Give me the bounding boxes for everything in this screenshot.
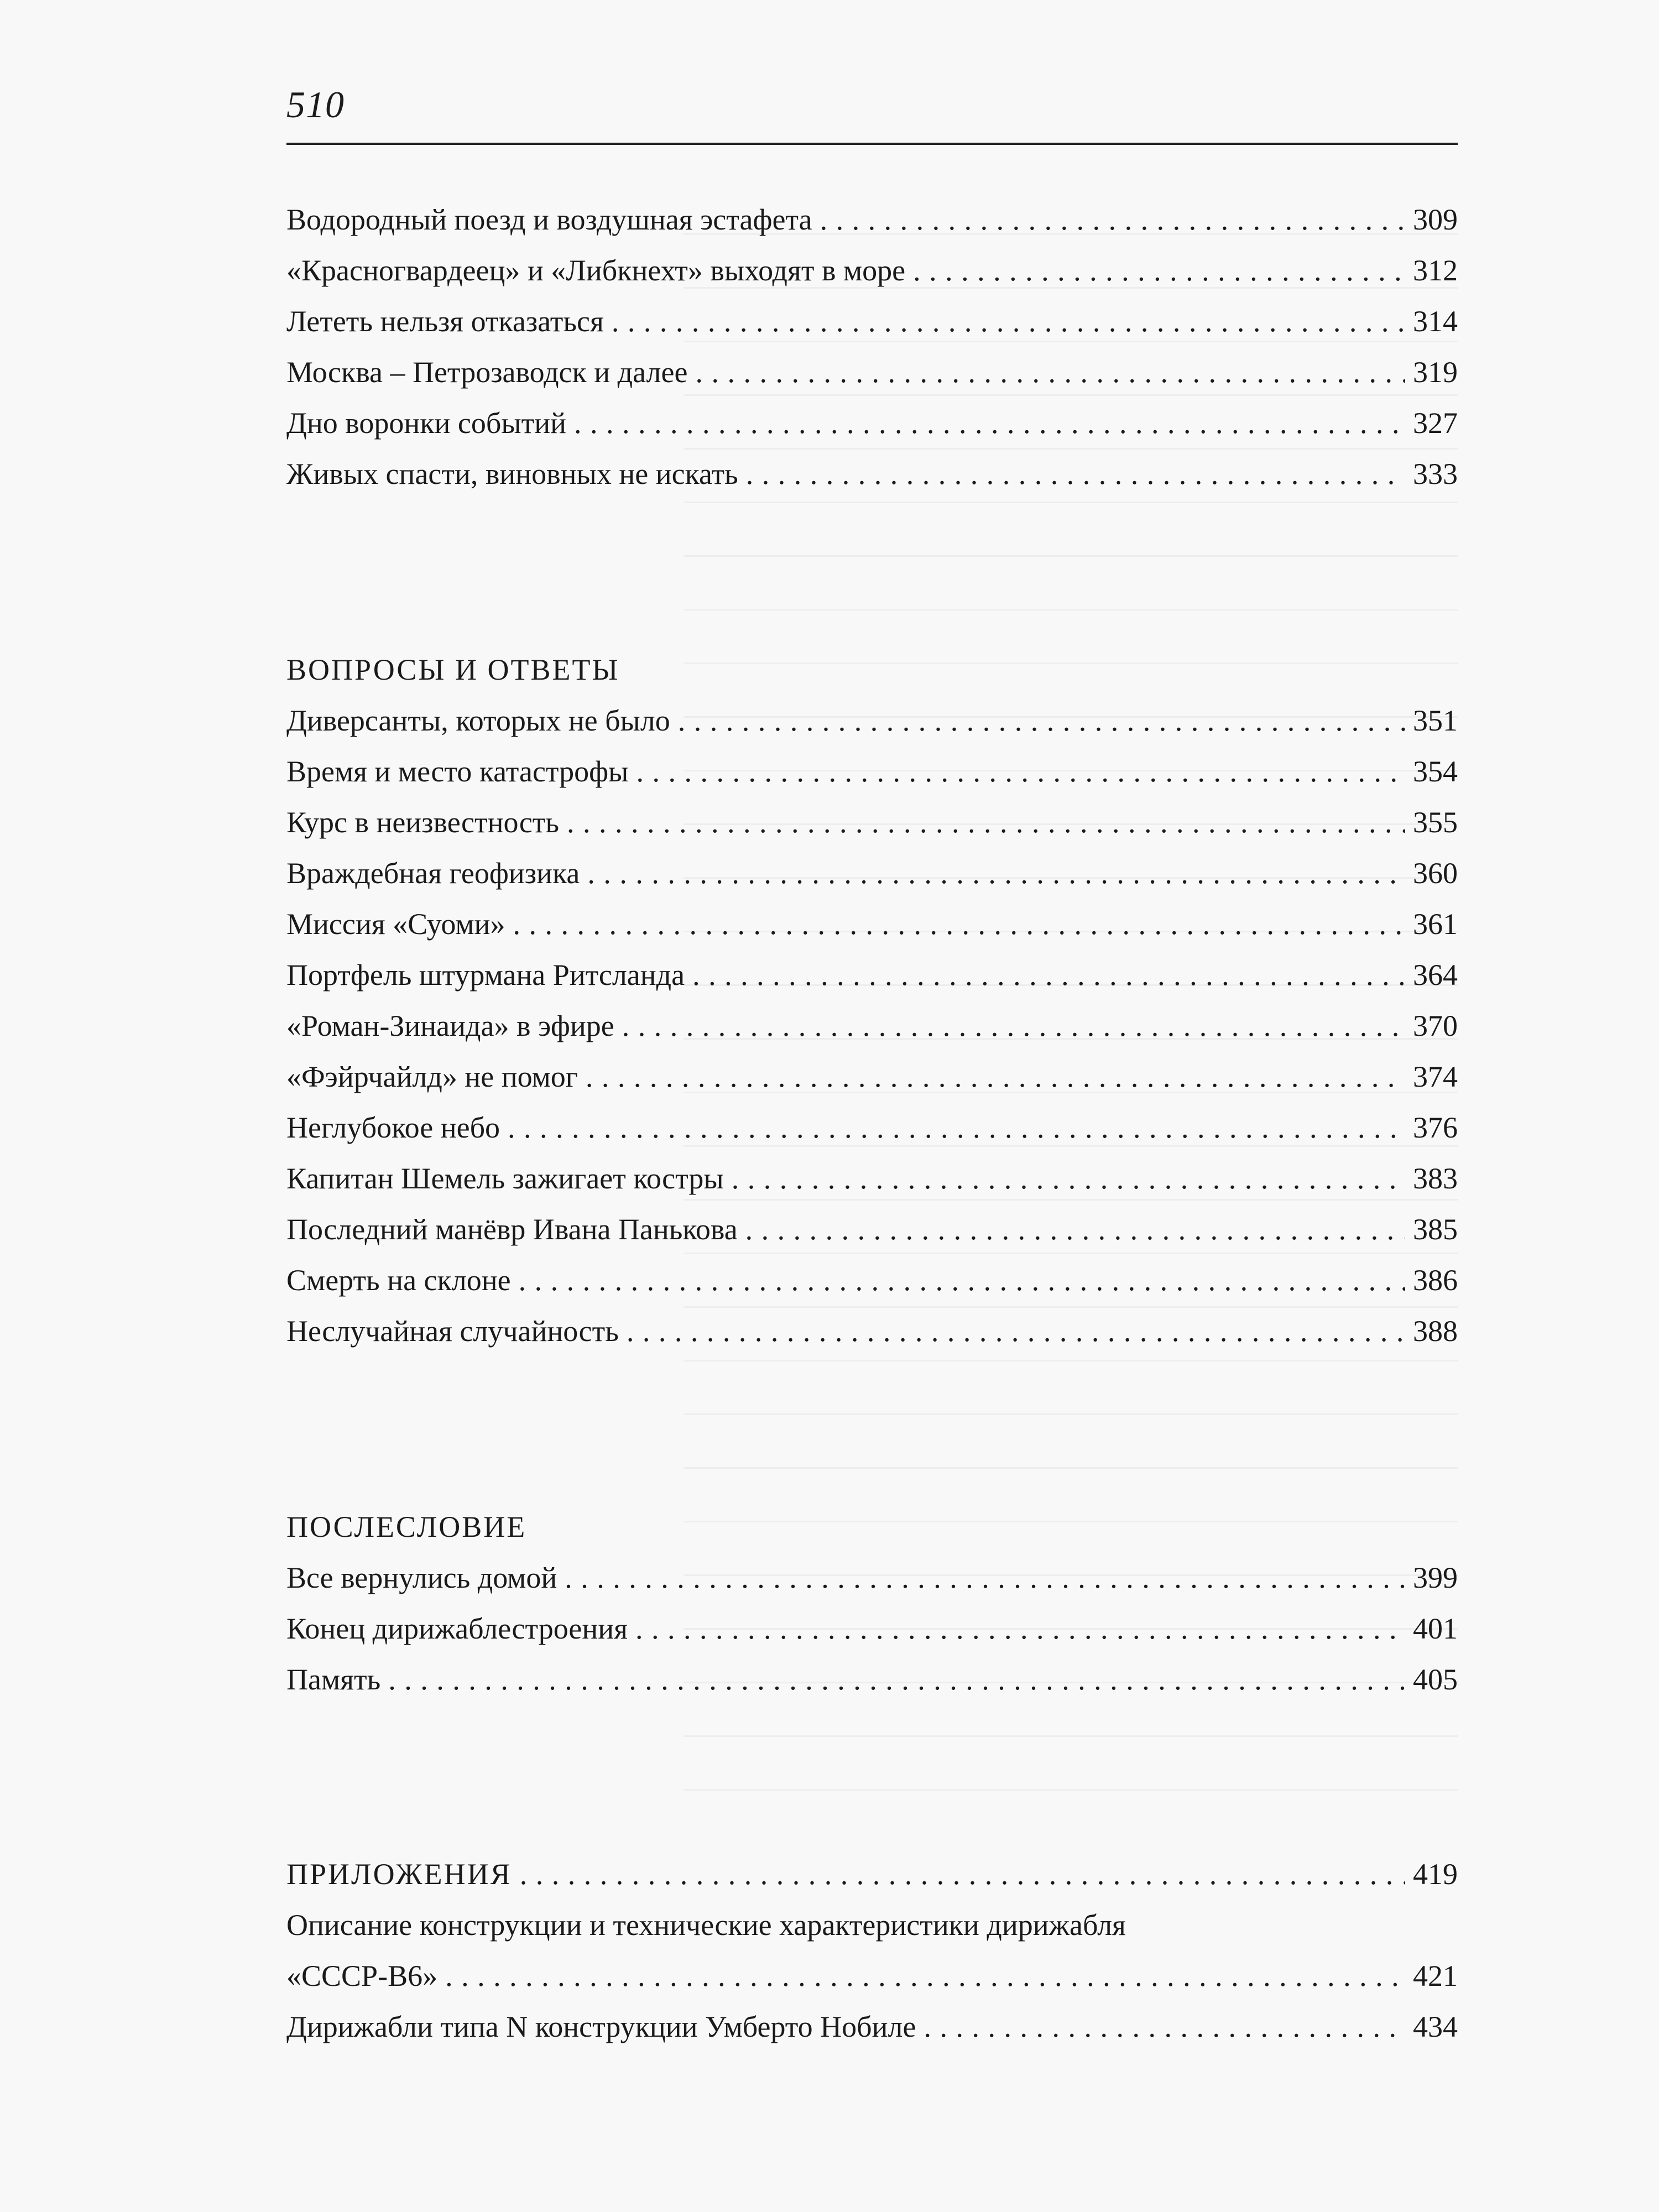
entry-page: 370 — [1413, 1009, 1458, 1042]
entry-page: 351 — [1413, 704, 1458, 737]
entry-page: 361 — [1413, 907, 1458, 941]
entry-title: Последний манёвр Ивана Панькова — [286, 1213, 738, 1246]
dot-leader — [636, 752, 1405, 791]
toc-entry — [286, 1210, 1458, 1249]
entry-title: Все вернулись домой — [286, 1561, 557, 1594]
entry-title: Диверсанты, которых не было — [286, 704, 670, 737]
dot-leader — [513, 905, 1405, 943]
toc-entry — [286, 1159, 1458, 1198]
toc-entry — [286, 302, 1458, 341]
dot-leader — [746, 455, 1405, 493]
section-heading: ПРИЛОЖЕНИЯ — [286, 1858, 512, 1891]
section-heading: ПОСЛЕСЛОВИЕ — [286, 1510, 527, 1543]
toc-entry — [286, 1312, 1458, 1350]
dot-leader — [913, 251, 1405, 290]
dot-leader — [574, 404, 1405, 442]
toc-entry — [286, 251, 1458, 290]
entry-page: 355 — [1413, 806, 1458, 839]
header-rule — [286, 143, 1458, 145]
entry-page: 388 — [1413, 1314, 1458, 1348]
toc-entry — [286, 701, 1458, 740]
dot-leader — [565, 1558, 1405, 1597]
entry-title: Капитан Шемель зажигает костры — [286, 1162, 724, 1195]
dot-leader — [622, 1006, 1405, 1045]
entry-page: 333 — [1413, 457, 1458, 491]
dot-leader — [820, 200, 1405, 239]
dot-leader — [635, 1609, 1405, 1648]
entry-page: 405 — [1413, 1663, 1458, 1696]
dot-leader — [695, 353, 1405, 392]
dot-leader — [508, 1108, 1405, 1147]
entry-page: 386 — [1413, 1264, 1458, 1297]
entry-page: 319 — [1413, 356, 1458, 389]
entry-title: Память — [286, 1663, 381, 1696]
entry-page: 383 — [1413, 1162, 1458, 1195]
section-heading: ВОПРОСЫ И ОТВЕТЫ — [286, 653, 620, 686]
dot-leader — [520, 1855, 1405, 1893]
dot-leader — [388, 1660, 1405, 1699]
entry-title: Портфель штурмана Ритсланда — [286, 958, 685, 992]
entry-page: 354 — [1413, 755, 1458, 788]
toc-section-entry — [286, 1855, 1458, 1893]
toc-entry — [286, 1660, 1458, 1699]
entry-title: Время и место катастрофы — [286, 755, 629, 788]
entry-page: 419 — [1413, 1858, 1458, 1891]
entry-page: 421 — [1413, 1959, 1458, 1992]
entry-page: 385 — [1413, 1213, 1458, 1246]
entry-title: Водородный поезд и воздушная эстафета — [286, 203, 812, 236]
entry-title: Конец дирижаблестроения — [286, 1612, 628, 1645]
toc-entry — [286, 404, 1458, 442]
entry-title: Москва – Петрозаводск и далее — [286, 356, 688, 389]
entry-title: Дирижабли типа N конструкции Умберто Нобиле — [286, 2010, 916, 2043]
toc-entry — [286, 1558, 1458, 1597]
entry-title-line-1: Описание конструкции и технические характеристики дирижабля — [286, 1908, 1126, 1942]
entry-title: Лететь нельзя отказаться — [286, 305, 604, 338]
entry-title: «Роман-Зинаида» в эфире — [286, 1009, 614, 1042]
toc-entry — [286, 752, 1458, 791]
toc-entry — [286, 200, 1458, 239]
entry-page: 327 — [1413, 406, 1458, 440]
entry-page: 434 — [1413, 2010, 1458, 2043]
toc-entry — [286, 455, 1458, 493]
toc-entry — [286, 1957, 1458, 1995]
toc-entry — [286, 1261, 1458, 1300]
toc-entry — [286, 1006, 1458, 1045]
toc-entry — [286, 1057, 1458, 1096]
entry-title: Курс в неизвестность — [286, 806, 560, 839]
dot-leader — [567, 803, 1405, 842]
entry-title-line-2: «СССР-В6» — [286, 1959, 438, 1992]
dot-leader — [445, 1957, 1405, 1995]
toc-entry — [286, 2007, 1458, 2046]
toc-entry — [286, 905, 1458, 943]
toc-entry — [286, 956, 1458, 994]
entry-page: 360 — [1413, 857, 1458, 890]
dot-leader — [924, 2007, 1405, 2046]
entry-page: 401 — [1413, 1612, 1458, 1645]
dot-leader — [586, 1057, 1405, 1096]
page-number: 510 — [286, 84, 345, 126]
entry-title: Дно воронки событий — [286, 406, 567, 440]
entry-page: 314 — [1413, 305, 1458, 338]
dot-leader — [587, 854, 1405, 893]
dot-leader — [692, 956, 1405, 994]
entry-title: «Красногвардеец» и «Либкнехт» выходят в море — [286, 254, 906, 287]
dot-leader — [627, 1312, 1405, 1350]
toc-entry — [286, 1609, 1458, 1648]
dot-leader — [745, 1210, 1405, 1249]
entry-page: 399 — [1413, 1561, 1458, 1594]
entry-title: Неглубокое небо — [286, 1111, 500, 1144]
entry-title: Враждебная геофизика — [286, 857, 580, 890]
entry-title: «Фэйрчайлд» не помог — [286, 1060, 578, 1093]
entry-page: 309 — [1413, 203, 1458, 236]
entry-title: Миссия «Суоми» — [286, 907, 505, 941]
entry-page: 374 — [1413, 1060, 1458, 1093]
dot-leader — [678, 701, 1405, 740]
entry-page: 312 — [1413, 254, 1458, 287]
entry-title: Живых спасти, виновных не искать — [286, 457, 738, 491]
entry-page: 376 — [1413, 1111, 1458, 1144]
dot-leader — [612, 302, 1405, 341]
entry-title: Неслучайная случайность — [286, 1314, 619, 1348]
entry-page: 364 — [1413, 958, 1458, 992]
dot-leader — [732, 1159, 1405, 1198]
toc-entry — [286, 854, 1458, 893]
dot-leader — [519, 1261, 1405, 1300]
toc-entry — [286, 1108, 1458, 1147]
entry-title: Смерть на склоне — [286, 1264, 511, 1297]
toc-entry — [286, 353, 1458, 392]
toc-entry — [286, 803, 1458, 842]
